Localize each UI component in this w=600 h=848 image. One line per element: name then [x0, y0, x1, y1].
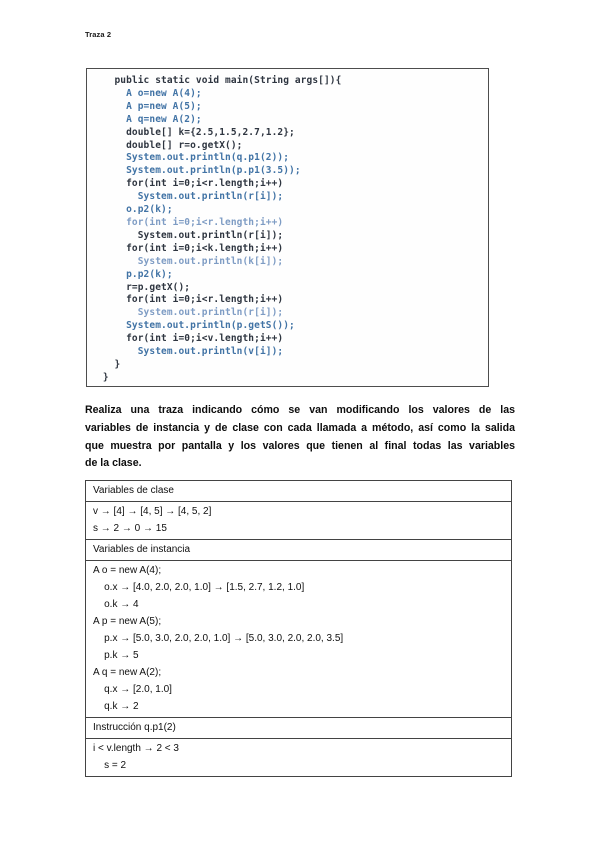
- table-cell-text: s = 2: [93, 760, 127, 771]
- code-line: System.out.println(r[i]);: [97, 229, 284, 241]
- table-cell-text: A o = new A(4);: [93, 565, 162, 576]
- table-cell-text: p.x → [5.0, 3.0, 2.0, 2.0, 1.0] → [5.0, 3.0, 2.0, 2.0, 3.5]: [93, 633, 344, 644]
- code-line: System.out.println(k[i]);: [97, 255, 284, 267]
- paragraph-line: Realiza una traza indicando cómo se van modificando los valores de las: [85, 404, 515, 416]
- table-cell-text: i < v.length → 2 < 3: [93, 743, 179, 754]
- code-line: public static void main(String args[]){: [97, 75, 342, 86]
- paragraph-line: de la clase.: [85, 457, 142, 470]
- code-line: A p=new A(5);: [97, 100, 202, 112]
- table-cell-text: A p = new A(5);: [93, 616, 162, 627]
- table-cell-text: p.k → 5: [93, 650, 139, 661]
- table-row-instance-vars-header: [86, 540, 511, 561]
- table-cell-text: s → 2 → 0 → 15: [93, 523, 167, 534]
- table-cell-text: Variables de instancia: [93, 544, 191, 555]
- code-line: System.out.println(p.p1(3.5));: [97, 165, 301, 177]
- table-cell-text: Instrucción q.p1(2): [93, 722, 176, 733]
- code-line: System.out.println(q.p1(2));: [97, 152, 290, 164]
- paragraph-line: que muestra por pantalla y los valores que tienen al final todas las variables: [85, 439, 515, 452]
- table-cell-text: o.k → 4: [93, 599, 139, 610]
- table-row-class-vars-values: [86, 502, 511, 540]
- code-line: double[] k={2.5,1.5,2.7,1.2};: [97, 126, 295, 138]
- table-row-instance-vars-values: [86, 561, 511, 718]
- table-cell-text: v → [4] → [4, 5] → [4, 5, 2]: [93, 506, 212, 517]
- table-cell-text: A q = new A(2);: [93, 667, 162, 678]
- table-cell-text: q.k → 2: [93, 701, 139, 712]
- code-line: for(int i=0;i<r.length;i++): [97, 178, 284, 190]
- paragraph-line: variables de instancia y de clase con cada llamada a método, así como la salida: [85, 421, 515, 434]
- table-cell-text: Variables de clase: [93, 485, 174, 496]
- table-cell-text: q.x → [2.0, 1.0]: [93, 684, 172, 695]
- task-paragraph: [85, 402, 515, 473]
- table-row-instruction-values: [86, 739, 511, 776]
- code-line: o.p2(k);: [97, 204, 173, 216]
- code-block: [86, 68, 489, 387]
- code-line: A q=new A(2);: [97, 113, 202, 125]
- code-line: A o=new A(4);: [97, 87, 202, 99]
- code-line: for(int i=0;i<k.length;i++): [97, 242, 284, 254]
- code-line: r=p.getX();: [97, 281, 191, 293]
- code-line: System.out.println(r[i]);: [97, 307, 284, 319]
- code-line: }: [97, 371, 109, 383]
- code-line: for(int i=0;i<r.length;i++): [97, 294, 284, 306]
- code-line: for(int i=0;i<r.length;i++): [97, 216, 284, 228]
- code-line: }: [97, 358, 121, 370]
- code-line: System.out.println(p.getS());: [97, 320, 295, 332]
- code-line: for(int i=0;i<v.length;i++): [97, 333, 284, 345]
- trace-table: [85, 480, 512, 777]
- code-line: p.p2(k);: [97, 268, 173, 280]
- table-cell-text: o.x → [4.0, 2.0, 2.0, 1.0] → [1.5, 2.7, 1.2, 1.0]: [93, 582, 305, 593]
- table-row-class-vars-header: [86, 481, 511, 502]
- code-line: System.out.println(v[i]);: [97, 346, 284, 358]
- page-title: Traza 2: [85, 30, 112, 39]
- code-line: double[] r=o.getX();: [97, 139, 243, 151]
- code-line: System.out.println(r[i]);: [97, 191, 284, 203]
- table-row-instruction-header: [86, 718, 511, 739]
